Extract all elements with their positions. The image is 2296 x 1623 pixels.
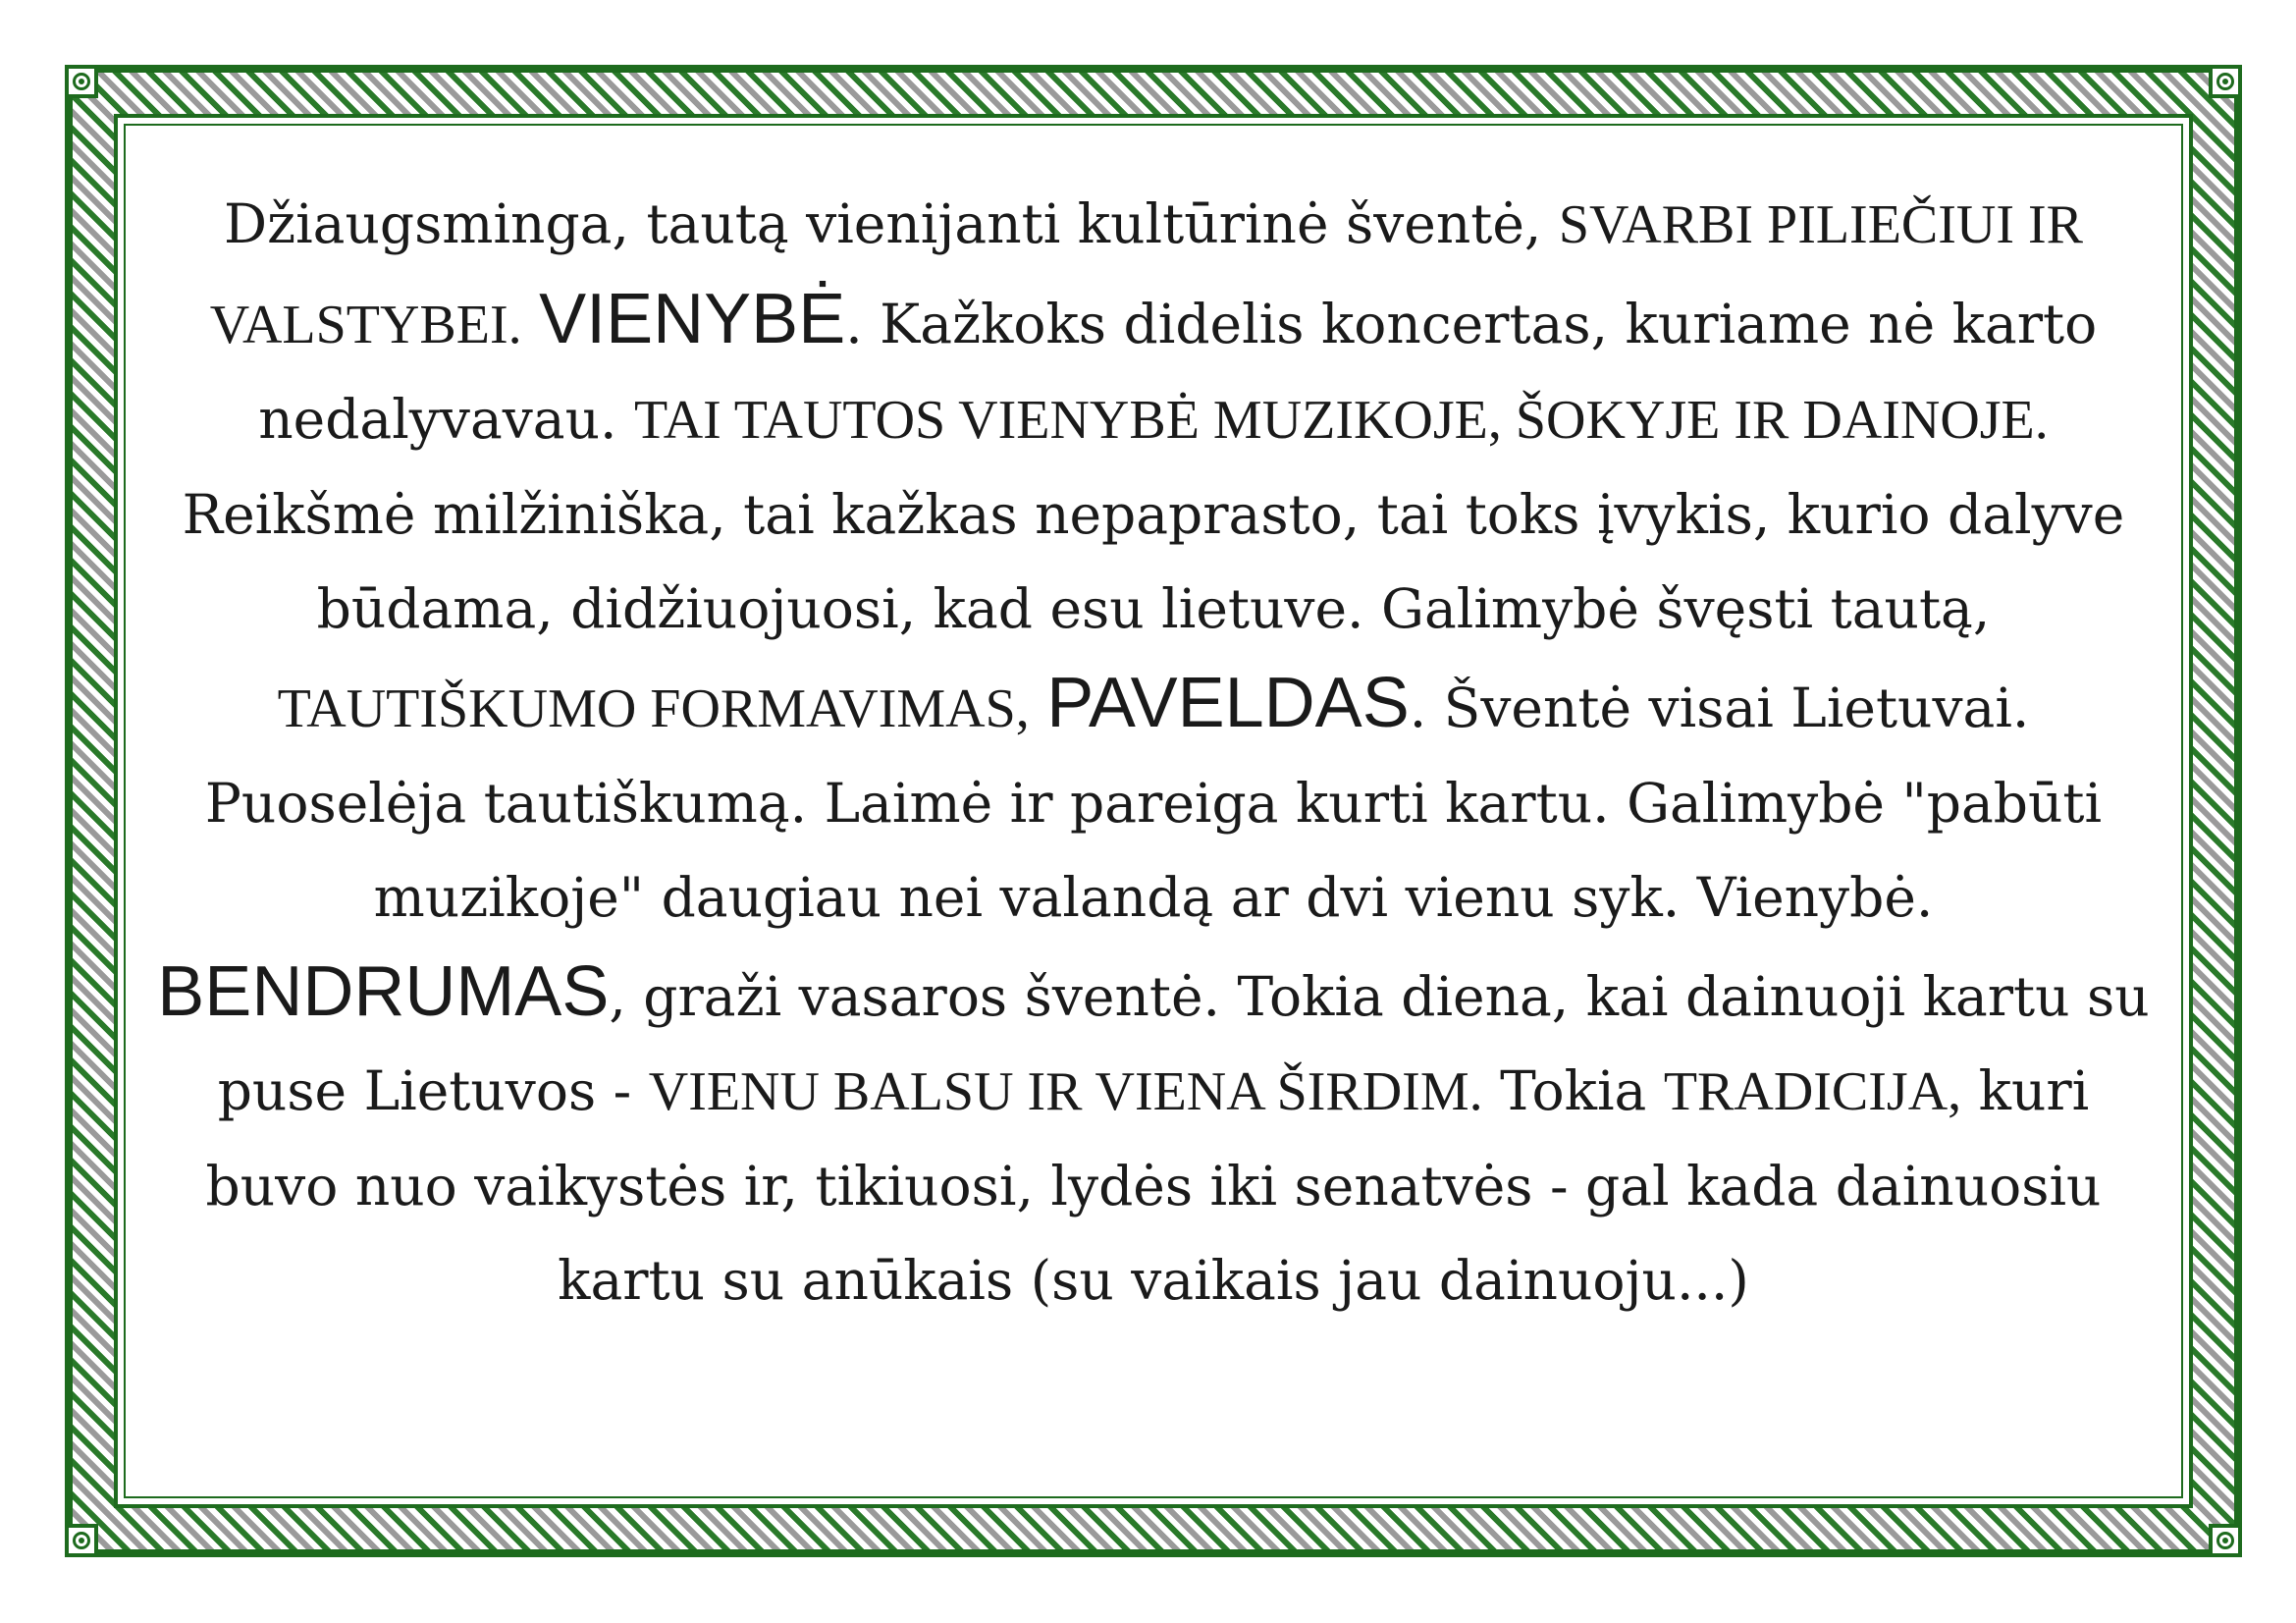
text-segment [522,293,539,355]
text-segment-caps: TAUTIŠKUMO FORMAVIMAS, [277,678,1030,739]
text-segment-emphasis: VIENYBĖ [539,280,846,358]
text-segment-caps: TRADICIJA, [1663,1061,1962,1122]
text-segment: . Kažkoks didelis koncertas, kuriame nė karto nedalyvavau. [258,293,2098,451]
quote-text [153,177,2154,1327]
text-panel [114,114,2193,1508]
text-segment: , graži vasaros šventė. Tokia diena, kai dainuoji kartu su puse Lietuvos - [217,965,2150,1122]
text-segment: Tokia [1482,1059,1664,1122]
text-segment [1030,676,1046,739]
corner-ornament-icon [2209,65,2242,98]
corner-ornament-icon [65,1524,98,1557]
decorative-frame [65,65,2242,1557]
text-segment-caps: VIENU BALSU IR VIENA ŠIRDIM. [648,1061,1483,1122]
text-segment: . Šventė visai Lietuvai. Puoselėja tautiškumą. Laimė ir pareiga kurti kartu. Galimybė "pabūti muzikoje" daugiau nei valandą ar dvi vienu syk. Vienybė. [204,676,2103,929]
text-segment: Reikšmė milžiniška, tai kažkas nepaprasto, tai toks įvykis, kurio dalyve būdama, didžiuojuosi, kad esu lietuve. Galimybė švęsti tautą, [182,483,2125,640]
text-segment-caps: SVARBI PILIEČIUI IR VALSTYBEI. [209,194,2083,355]
corner-ornament-icon [65,65,98,98]
corner-ornament-icon [2209,1524,2242,1557]
text-segment-emphasis: PAVELDAS [1046,664,1410,742]
text-segment: Džiaugsminga, tautą vienijanti kultūrinė šventė, [224,192,1559,255]
text-segment-emphasis: BENDRUMAS [157,952,610,1031]
text-segment: kuri buvo nuo vaikystės ir, tikiuosi, lydės iki senatvės - gal kada dainuosiu kartu su anūkais (su vaikais jau dainuoju...) [205,1059,2102,1312]
text-segment-caps: TAI TAUTOS VIENYBĖ MUZIKOJE, ŠOKYJE IR DAINOJE. [633,390,2049,451]
